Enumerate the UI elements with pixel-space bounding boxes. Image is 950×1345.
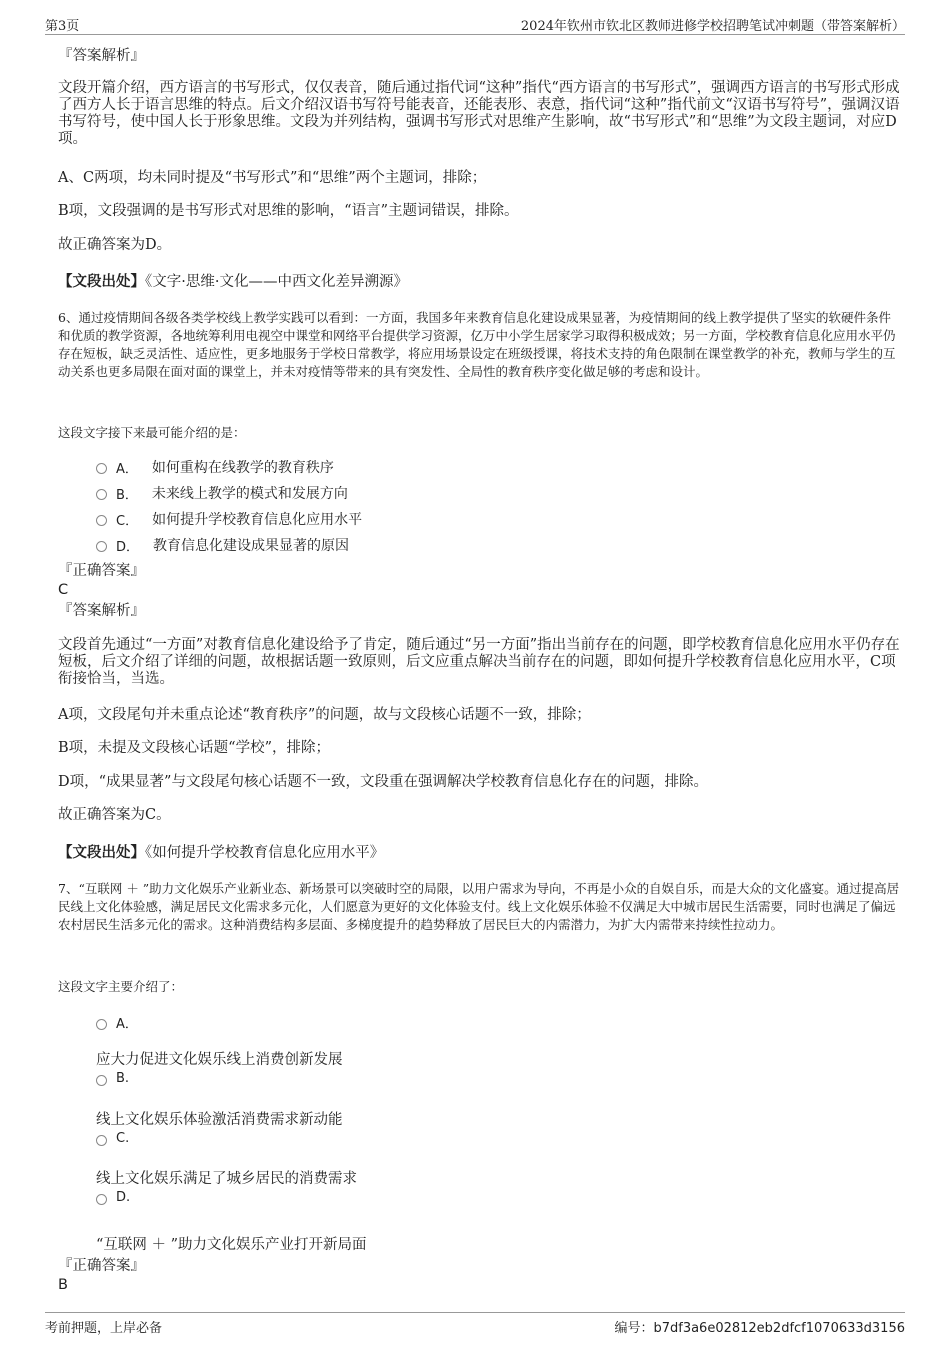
option-letter: C． (116, 513, 139, 529)
q5-line-ac: A、C两项，均未同时提及“书写形式”和“思维”两个主题词，排除； (58, 170, 487, 186)
radio-icon[interactable] (96, 1135, 107, 1146)
option-letter: A． (116, 1017, 138, 1032)
q7-option-b-text: 线上文化娱乐体验激活消费需求新动能 (96, 1112, 343, 1128)
q7-option-d-text: “互联网 ＋ ”助力文化娱乐产业打开新局面 (96, 1237, 367, 1253)
q7-question: 7、“互联网 ＋ ”助力文化娱乐产业新业态、新场景可以突破时空的局限，以用户需求为导向，不再是小众的自娱自乐，而是大众的文化盛宴。通过提高居民线上文化体验感，满足居民文化需求多元化，人们愿意为更好的文化体验支付。线上文化娱乐体验不仅满足大中城市居民生活需要，同时也满足了偏远农村居民生活多元化的需求。这种消费结构多层面、多梯度提升的趋势释放了居民巨大的内需潜力，为扩大内需带来持续性拉动力。 (58, 881, 900, 932)
q6-correct-answer: C (58, 582, 69, 598)
q7-stem: 这段文字主要介绍了： (58, 979, 184, 994)
q6-stem: 这段文字接下来最可能介绍的是： (58, 425, 246, 440)
radio-icon[interactable] (96, 1194, 107, 1205)
q6-option-d[interactable] (96, 535, 349, 555)
option-letter: D． (116, 539, 140, 555)
radio-icon[interactable] (96, 463, 107, 474)
q5-final: 故正确答案为D。 (58, 237, 172, 253)
q7-option-a[interactable] (96, 1013, 152, 1032)
q5-line-b: B项，文段强调的是书写形式对思维的影响，“语言”主题词错误，排除。 (58, 203, 519, 219)
q6-analysis-label: 『答案解析』 (58, 603, 145, 619)
q5-source (58, 270, 903, 291)
q6-line-b: B项，未提及文段核心话题“学校”，排除； (58, 740, 330, 756)
q5-analysis-paragraph: 文段开篇介绍，西方语言的书写形式，仅仅表音，随后通过指代词“这种”指代“西方语言的书写形式”，强调西方语言的书写形式形成了西方人长于语言思维的特点。后文介绍汉语书写符号能表音，还能表形、表意，指代词“这种”指代前文“汉语书写符号”，强调汉语书写符号，使中国人长于形象思维。文段为并列结构，强调书写形式对思维产生影响，故“书写形式”和“思维”为文段主题词，对应D项。 (58, 80, 900, 147)
radio-icon[interactable] (96, 1019, 107, 1030)
page-number: 第3页 (45, 19, 80, 34)
q6-source-label: 【文段出处】 (58, 844, 145, 861)
q5-source-label: 【文段出处】 (58, 273, 145, 290)
option-text: 如何重构在线教学的教育秩序 (151, 460, 334, 476)
q5-source-text: 《文字·思维·文化——中西文化差异溯源》 (145, 274, 408, 290)
option-letter: B. (116, 1071, 130, 1086)
document-title: 2024年钦州市钦北区教师进修学校招聘笔试冲刺题（带答案解析） (520, 19, 905, 34)
q6-question: 6、通过疫情期间各级各类学校线上教学实践可以看到：一方面，我国多年来教育信息化建设成果显著，为疫情期间的线上教学提供了坚实的软硬件条件和优质的教学资源，各地统筹利用电视空中课堂和网络平台提供学习资源，亿万中小学生居家学习取得积极成效；另一方面，学校教育信息化应用水平仍存在短板，缺乏灵活性、适应性，更多地服务于学校日常教学，将应用场景设定在班级授课，将技术支持的角色限制在课堂教学的补充，教师与学生的互动关系也更多局限在面对面的课堂上，并未对疫情等带来的具有突发性、全局性的教育秩序变化做足够的考虑和设计。 (58, 310, 896, 379)
page-footer (45, 1312, 905, 1337)
radio-icon[interactable] (96, 489, 107, 500)
q6-final: 故正确答案为C。 (58, 807, 171, 823)
q6-option-b[interactable] (96, 483, 348, 503)
q6-option-a[interactable] (96, 457, 334, 477)
radio-icon[interactable] (96, 1075, 107, 1086)
q6-line-d: D项，“成果显著”与文段尾句核心话题不一致，文段重在强调解决学校教育信息化存在的问题，排除。 (58, 774, 708, 790)
q7-option-a-text: 应大力促进文化娱乐线上消费创新发展 (96, 1052, 343, 1068)
q7-option-b[interactable] (96, 1071, 143, 1086)
q7-correct-label: 『正确答案』 (58, 1258, 145, 1274)
option-letter: B． (116, 487, 138, 503)
q6-line-a: A项，文段尾句并未重点论述“教育秩序”的问题，故与文段核心话题不一致，排除； (58, 707, 591, 723)
option-letter: C. (116, 1131, 130, 1146)
page-header (45, 12, 905, 35)
q6-source (58, 841, 903, 862)
q7-option-c-text: 线上文化娱乐满足了城乡居民的消费需求 (96, 1171, 357, 1187)
q7-option-c[interactable] (96, 1131, 143, 1146)
q6-analysis-paragraph: 文段首先通过“一方面”对教育信息化建设给予了肯定，随后通过“另一方面”指出当前存在的问题，即学校教育信息化应用水平仍存在短板，后文介绍了详细的问题，故根据话题一致原则，后文应重点解决当前存在的问题，即如何提升学校教育信息化应用水平，C项衔接恰当，当选。 (58, 637, 900, 687)
q7-option-d[interactable] (96, 1190, 144, 1205)
q5-analysis-label: 『答案解析』 (58, 48, 145, 64)
footer-code-value: b7df3a6e02812eb2dfcf1070633d3156 (653, 1321, 905, 1336)
footer-code-label: 编号： (614, 1321, 654, 1336)
radio-icon[interactable] (96, 515, 107, 526)
footer-slogan: 考前押题，上岸必备 (45, 1321, 163, 1336)
option-letter: A． (116, 461, 138, 477)
radio-icon[interactable] (96, 541, 107, 552)
option-letter: D. (116, 1190, 131, 1205)
q7-correct-answer: B (58, 1277, 68, 1293)
option-text: 如何提升学校教育信息化应用水平 (152, 512, 363, 528)
option-text: 教育信息化建设成果显著的原因 (153, 538, 350, 554)
q6-source-text: 《如何提升学校教育信息化应用水平》 (145, 845, 385, 861)
option-text: 未来线上教学的模式和发展方向 (151, 486, 348, 502)
q6-option-c[interactable] (96, 509, 362, 529)
q6-correct-label: 『正确答案』 (58, 563, 145, 579)
footer-code (614, 1317, 905, 1336)
